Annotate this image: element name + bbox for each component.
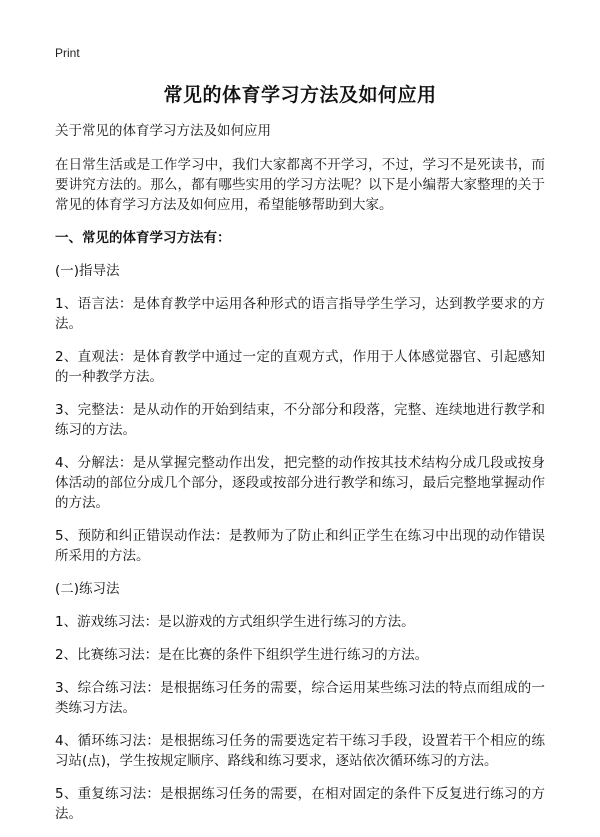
intro-paragraph: 在日常生活或是工作学习中，我们大家都离不开学习，不过，学习不是死读书，而要讲究方法的。那么，都有哪些实用的学习方法呢？以下是小编帮大家整理的关于常见的体育学习方法及如何应用，希望能够帮助到大家。: [55, 157, 545, 213]
list-item: 2、直观法：是体育教学中通过一定的直观方式，作用于人体感觉器官、引起感知的一种教学方法。: [55, 349, 545, 385]
list-item: 2、比赛练习法：是在比赛的条件下组织学生进行练习的方法。: [55, 647, 429, 663]
list-item: 4、分解法：是从掌握完整动作出发，把完整的动作按其技术结构分成几段或按身体活动的部位分成几个部分，逐段或按部分进行教学和练习，最后完整地掌握动作的方法。: [55, 455, 545, 511]
document-body: [55, 121, 545, 837]
group-heading-guidance: (一)指导法: [55, 263, 120, 279]
list-item: 1、语言法：是体育教学中运用各种形式的语言指导学生学习，达到教学要求的方法。: [55, 296, 545, 332]
page-title: 常见的体育学习方法及如何应用: [163, 84, 437, 106]
group-heading-practice: (二)练习法: [55, 581, 120, 597]
list-item: 1、游戏练习法：是以游戏的方式组织学生进行练习的方法。: [55, 614, 415, 630]
list-item: 4、循环练习法：是根据练习任务的需要选定若干练习手段，设置若干个相应的练习站(点)，学生按规定顺序、路线和练习要求，逐站依次循环练习的方法。: [55, 733, 545, 769]
list-item: 5、重复练习法：是根据练习任务的需要，在相对固定的条件下反复进行练习的方法。: [55, 786, 545, 822]
section-heading: 一、常见的体育学习方法有：: [55, 230, 231, 246]
list-item: 3、综合练习法：是根据练习任务的需要，综合运用某些练习法的特点而组成的一类练习方法。: [55, 680, 545, 716]
list-item: 5、预防和纠正错误动作法：是教师为了防止和纠正学生在练习中出现的动作错误所采用的方法。: [55, 528, 545, 564]
list-item: 3、完整法：是从动作的开始到结束，不分部分和段落，完整、连续地进行教学和练习的方法。: [55, 402, 545, 438]
print-link[interactable]: Print: [55, 46, 80, 60]
document-subtitle: 关于常见的体育学习方法及如何应用: [55, 123, 271, 139]
